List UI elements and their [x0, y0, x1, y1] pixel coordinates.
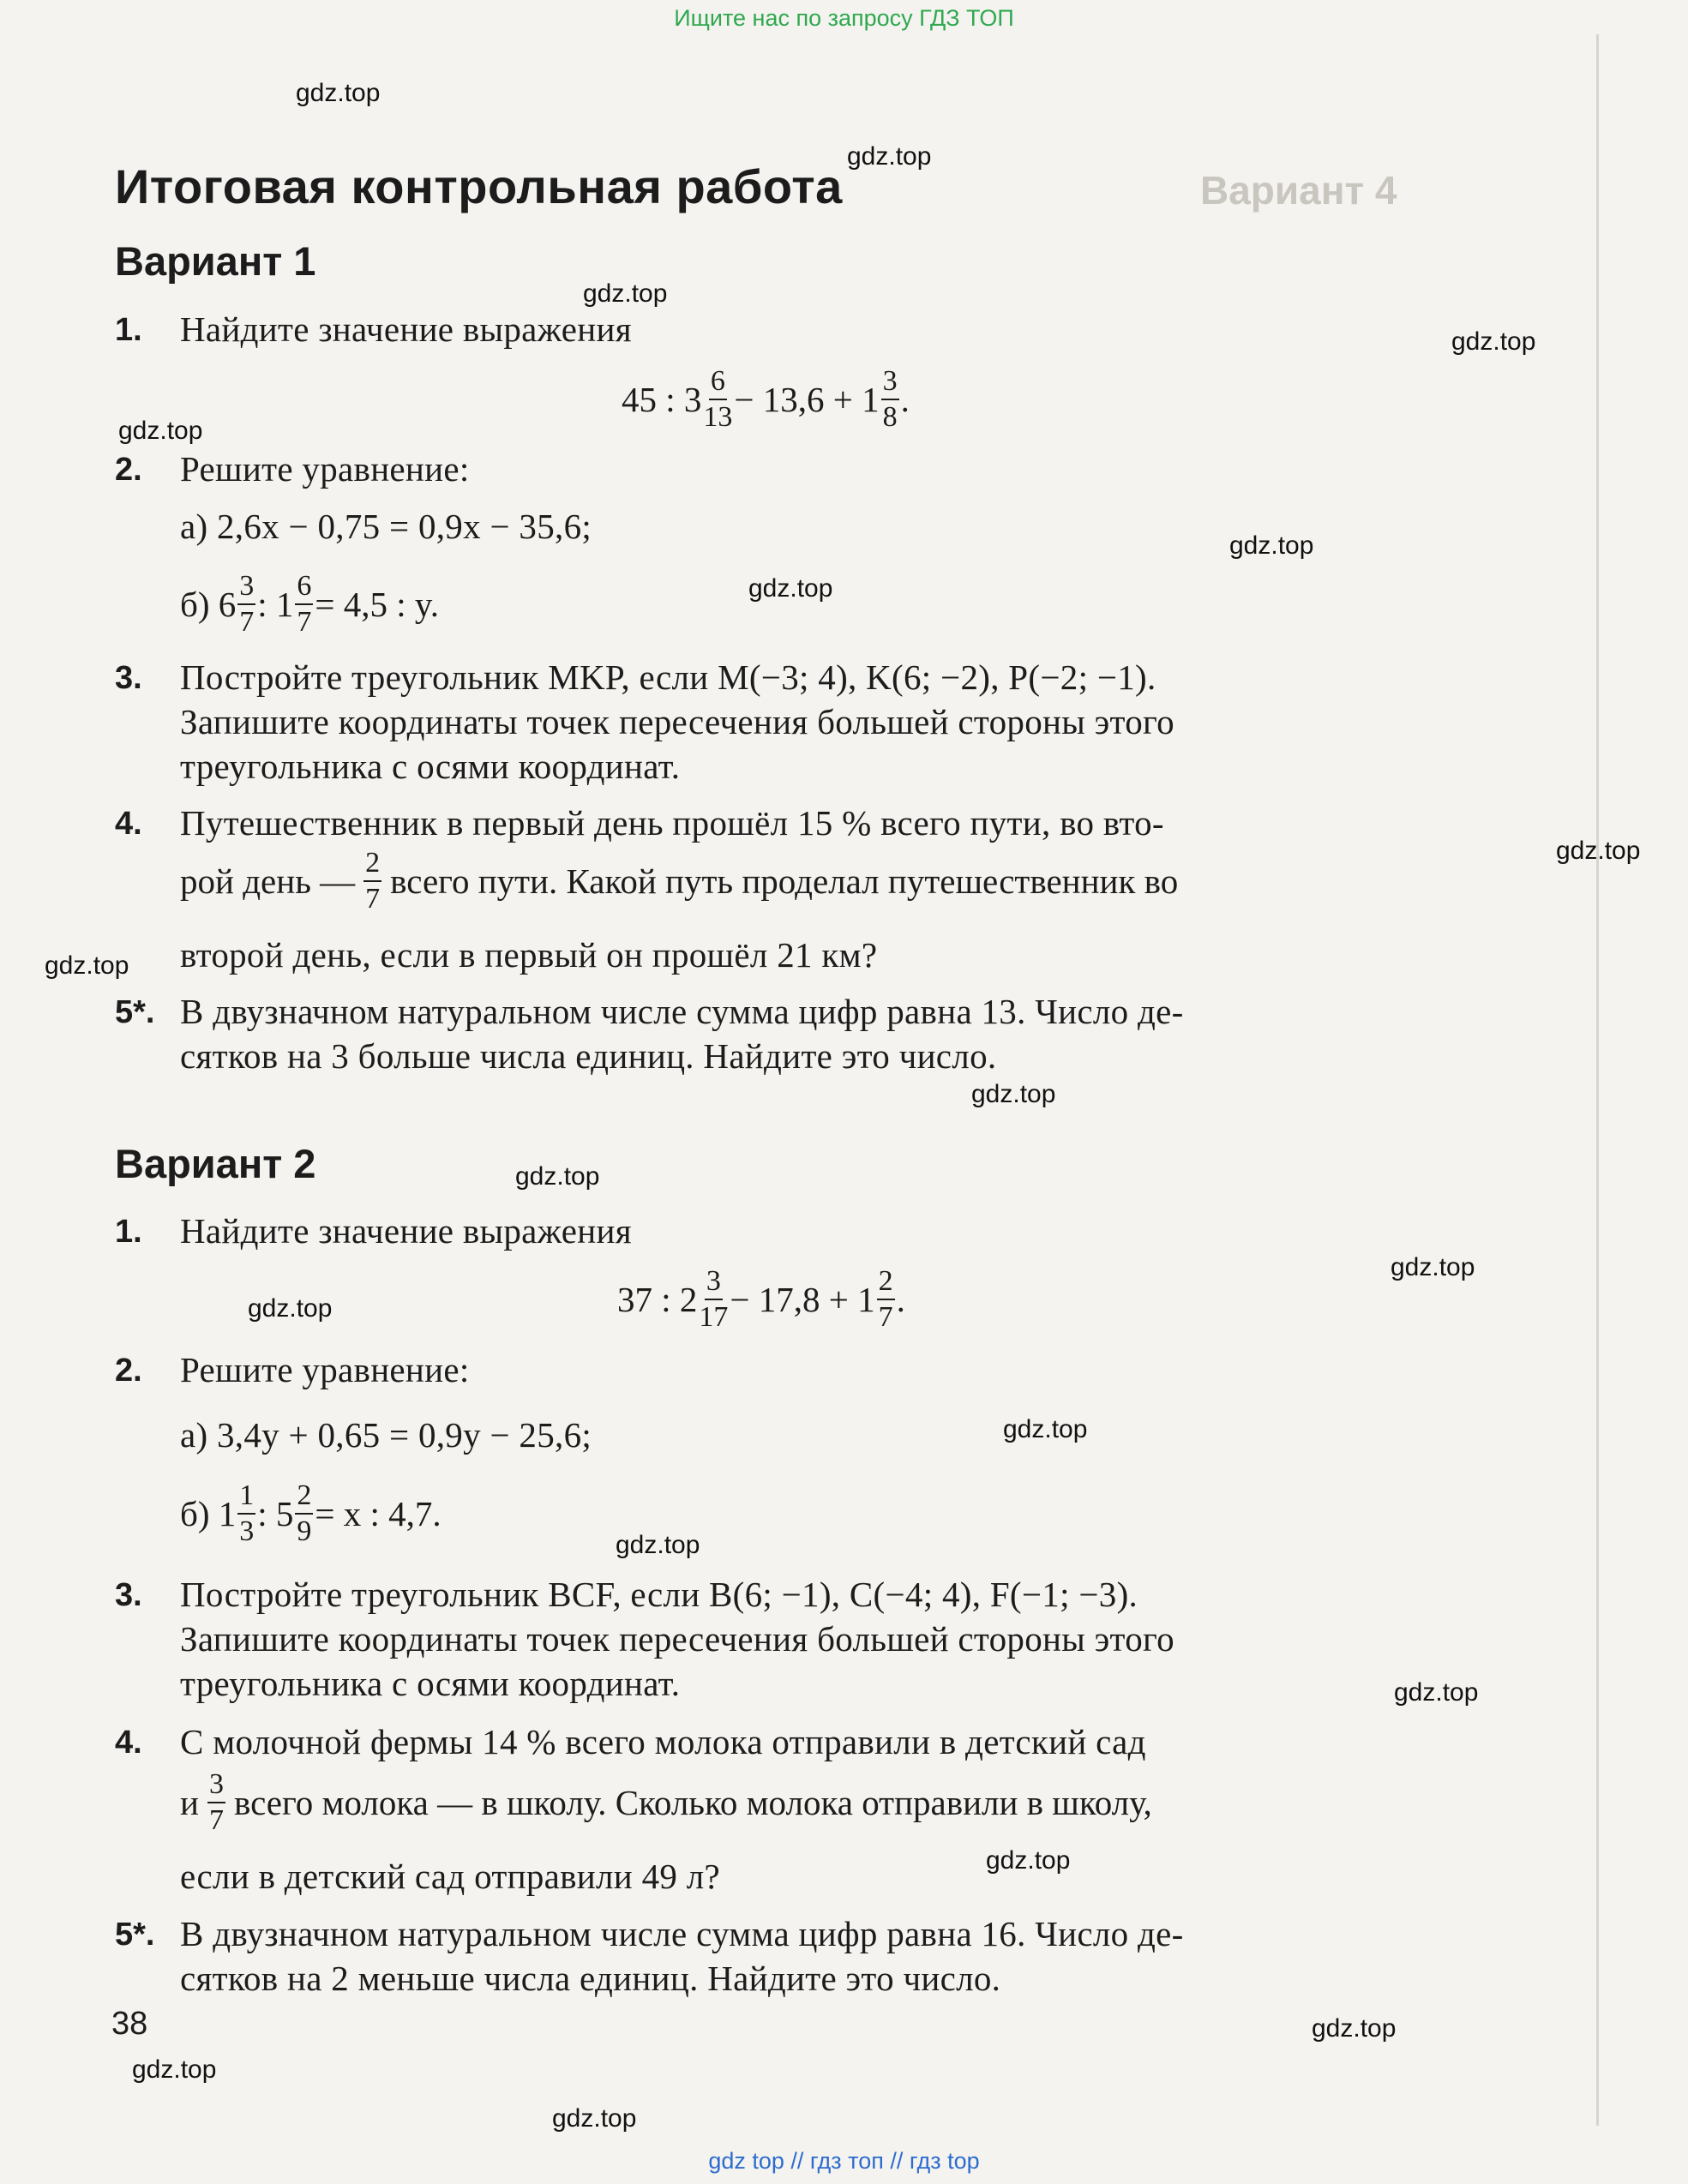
- expression-part: 45 : 3: [622, 380, 702, 419]
- task-number: 2.: [115, 452, 142, 488]
- fraction: [237, 572, 255, 637]
- fraction: [363, 849, 381, 914]
- task-text-with-fraction: [180, 1770, 1152, 1835]
- expression-part: − 17,8 + 1: [730, 1280, 875, 1319]
- watermark: gdz.top: [515, 1162, 600, 1191]
- task-number: 4.: [115, 1725, 142, 1761]
- denominator: 7: [239, 606, 255, 638]
- page-number: 38: [111, 2006, 148, 2042]
- numerator: 6: [709, 367, 727, 400]
- expression: [617, 1267, 905, 1332]
- task-text: сятков на 2 меньше числа единиц. Найдите это число.: [180, 1959, 1001, 1998]
- task-number: 1.: [115, 312, 142, 348]
- numerator: 3: [881, 367, 899, 400]
- watermark: gdz.top: [248, 1294, 333, 1323]
- watermark: gdz.top: [1556, 837, 1641, 865]
- task-number: 5*.: [115, 994, 155, 1030]
- page-title: Итоговая контрольная работа: [115, 159, 843, 213]
- task-text: сятков на 3 больше числа единиц. Найдите это число.: [180, 1036, 997, 1076]
- task-text: если в детский сад отправили 49 л?: [180, 1857, 720, 1896]
- expression: [622, 367, 910, 432]
- equation-part: б) 6: [180, 585, 237, 624]
- text-part: всего пути. Какой путь проделал путешественник во: [390, 861, 1179, 901]
- watermark: gdz.top: [45, 951, 129, 980]
- watermark: gdz.top: [132, 2055, 217, 2084]
- task-text: Запишите координаты точек пересечения большей стороны этого: [180, 1619, 1174, 1659]
- fraction: [237, 1481, 255, 1546]
- equation-part: = x : 4,7.: [315, 1494, 442, 1533]
- watermark: gdz.top: [1312, 2014, 1397, 2043]
- fraction: [703, 367, 732, 432]
- task-text: треугольника с осями координат.: [180, 747, 681, 786]
- text-part: и: [180, 1783, 199, 1822]
- task-number: 3.: [115, 1577, 142, 1613]
- fraction: [207, 1770, 225, 1835]
- denominator: 3: [239, 1515, 255, 1547]
- watermark: gdz.top: [1391, 1253, 1475, 1281]
- numerator: 2: [363, 849, 381, 882]
- task-number: 3.: [115, 660, 142, 696]
- equation-part: : 5: [257, 1494, 294, 1533]
- task-text: Путешественник в первый день прошёл 15 % всего пути, во вто-: [180, 803, 1164, 843]
- task-text: треугольника с осями координат.: [180, 1664, 681, 1703]
- variant-2-heading: Вариант 2: [115, 1141, 316, 1186]
- task-text: Постройте треугольник MKP, если M(−3; 4), K(6; −2), P(−2; −1).: [180, 657, 1156, 697]
- denominator: 7: [365, 883, 381, 915]
- denominator: 7: [208, 1804, 224, 1836]
- text-part: всего молока — в школу. Сколько молока отправили в школу,: [233, 1783, 1152, 1822]
- watermark: gdz.top: [748, 574, 833, 603]
- task-number: 5*.: [115, 1917, 155, 1953]
- task-text: В двузначном натуральном числе сумма цифр равна 13. Число де-: [180, 992, 1184, 1031]
- denominator: 17: [699, 1301, 729, 1333]
- numerator: 2: [295, 1481, 313, 1515]
- denominator: 13: [703, 401, 733, 433]
- watermark: gdz.top: [616, 1531, 700, 1559]
- task-number: 2.: [115, 1353, 142, 1389]
- task-text: С молочной фермы 14 % всего молока отправили в детский сад: [180, 1722, 1146, 1761]
- equation-a: а) 3,4y + 0,65 = 0,9y − 25,6;: [180, 1415, 592, 1455]
- task-text: второй день, если в первый он прошёл 21 км?: [180, 935, 878, 975]
- watermark: gdz.top: [583, 279, 668, 308]
- watermark: gdz.top: [296, 79, 381, 107]
- watermark: gdz.top: [847, 142, 932, 171]
- footer-links[interactable]: gdz top // гдз топ // гдз top: [708, 2148, 980, 2174]
- task-number: 4.: [115, 806, 142, 842]
- watermark: gdz.top: [1229, 531, 1314, 560]
- denominator: 9: [297, 1515, 312, 1547]
- fraction: [295, 1481, 313, 1546]
- equation-part: б) 1: [180, 1494, 237, 1533]
- watermark: gdz.top: [1394, 1678, 1479, 1707]
- equation-a: а) 2,6x − 0,75 = 0,9x − 35,6;: [180, 507, 592, 546]
- task-text: Найдите значение выражения: [180, 309, 632, 349]
- watermark: gdz.top: [986, 1846, 1071, 1875]
- task-text-with-fraction: [180, 849, 1178, 914]
- numerator: 3: [705, 1267, 723, 1300]
- expression-end: .: [896, 1280, 905, 1319]
- task-text: В двузначном натуральном числе сумма цифр равна 16. Число де-: [180, 1914, 1184, 1953]
- numerator: 2: [877, 1267, 895, 1300]
- expression-part: − 13,6 + 1: [734, 380, 880, 419]
- watermark: gdz.top: [552, 2104, 637, 2133]
- fraction: [699, 1267, 728, 1332]
- variant-1-heading: Вариант 1: [115, 238, 316, 284]
- equation-part: : 1: [257, 585, 294, 624]
- expression-end: .: [900, 380, 910, 419]
- watermark: gdz.top: [1451, 327, 1536, 356]
- denominator: 7: [878, 1301, 893, 1333]
- watermark: gdz.top: [971, 1080, 1056, 1108]
- text-part: рой день —: [180, 861, 356, 901]
- top-banner[interactable]: Ищите нас по запросу ГДЗ ТОП: [674, 5, 1014, 31]
- numerator: 1: [237, 1481, 255, 1515]
- fraction: [295, 572, 313, 637]
- denominator: 7: [297, 606, 312, 638]
- expression-part: 37 : 2: [617, 1280, 698, 1319]
- page-edge: [1596, 34, 1599, 2126]
- watermark: gdz.top: [1003, 1415, 1088, 1443]
- task-text: Найдите значение выражения: [180, 1211, 632, 1251]
- equation-part: = 4,5 : y.: [315, 585, 440, 624]
- denominator: 8: [882, 401, 898, 433]
- watermark: gdz.top: [118, 417, 203, 445]
- fraction: [877, 1267, 895, 1332]
- task-text: Постройте треугольник BCF, если B(6; −1), C(−4; 4), F(−1; −3).: [180, 1575, 1138, 1614]
- bleed-through-heading: Вариант 4: [1200, 168, 1397, 213]
- numerator: 6: [295, 572, 313, 605]
- numerator: 3: [207, 1770, 225, 1803]
- task-text: Решите уравнение:: [180, 449, 470, 489]
- task-text: Решите уравнение:: [180, 1350, 470, 1389]
- equation-b: [180, 572, 439, 637]
- equation-b: [180, 1481, 442, 1546]
- task-text: Запишите координаты точек пересечения большей стороны этого: [180, 702, 1174, 741]
- task-number: 1.: [115, 1214, 142, 1250]
- fraction: [881, 367, 899, 432]
- numerator: 3: [237, 572, 255, 605]
